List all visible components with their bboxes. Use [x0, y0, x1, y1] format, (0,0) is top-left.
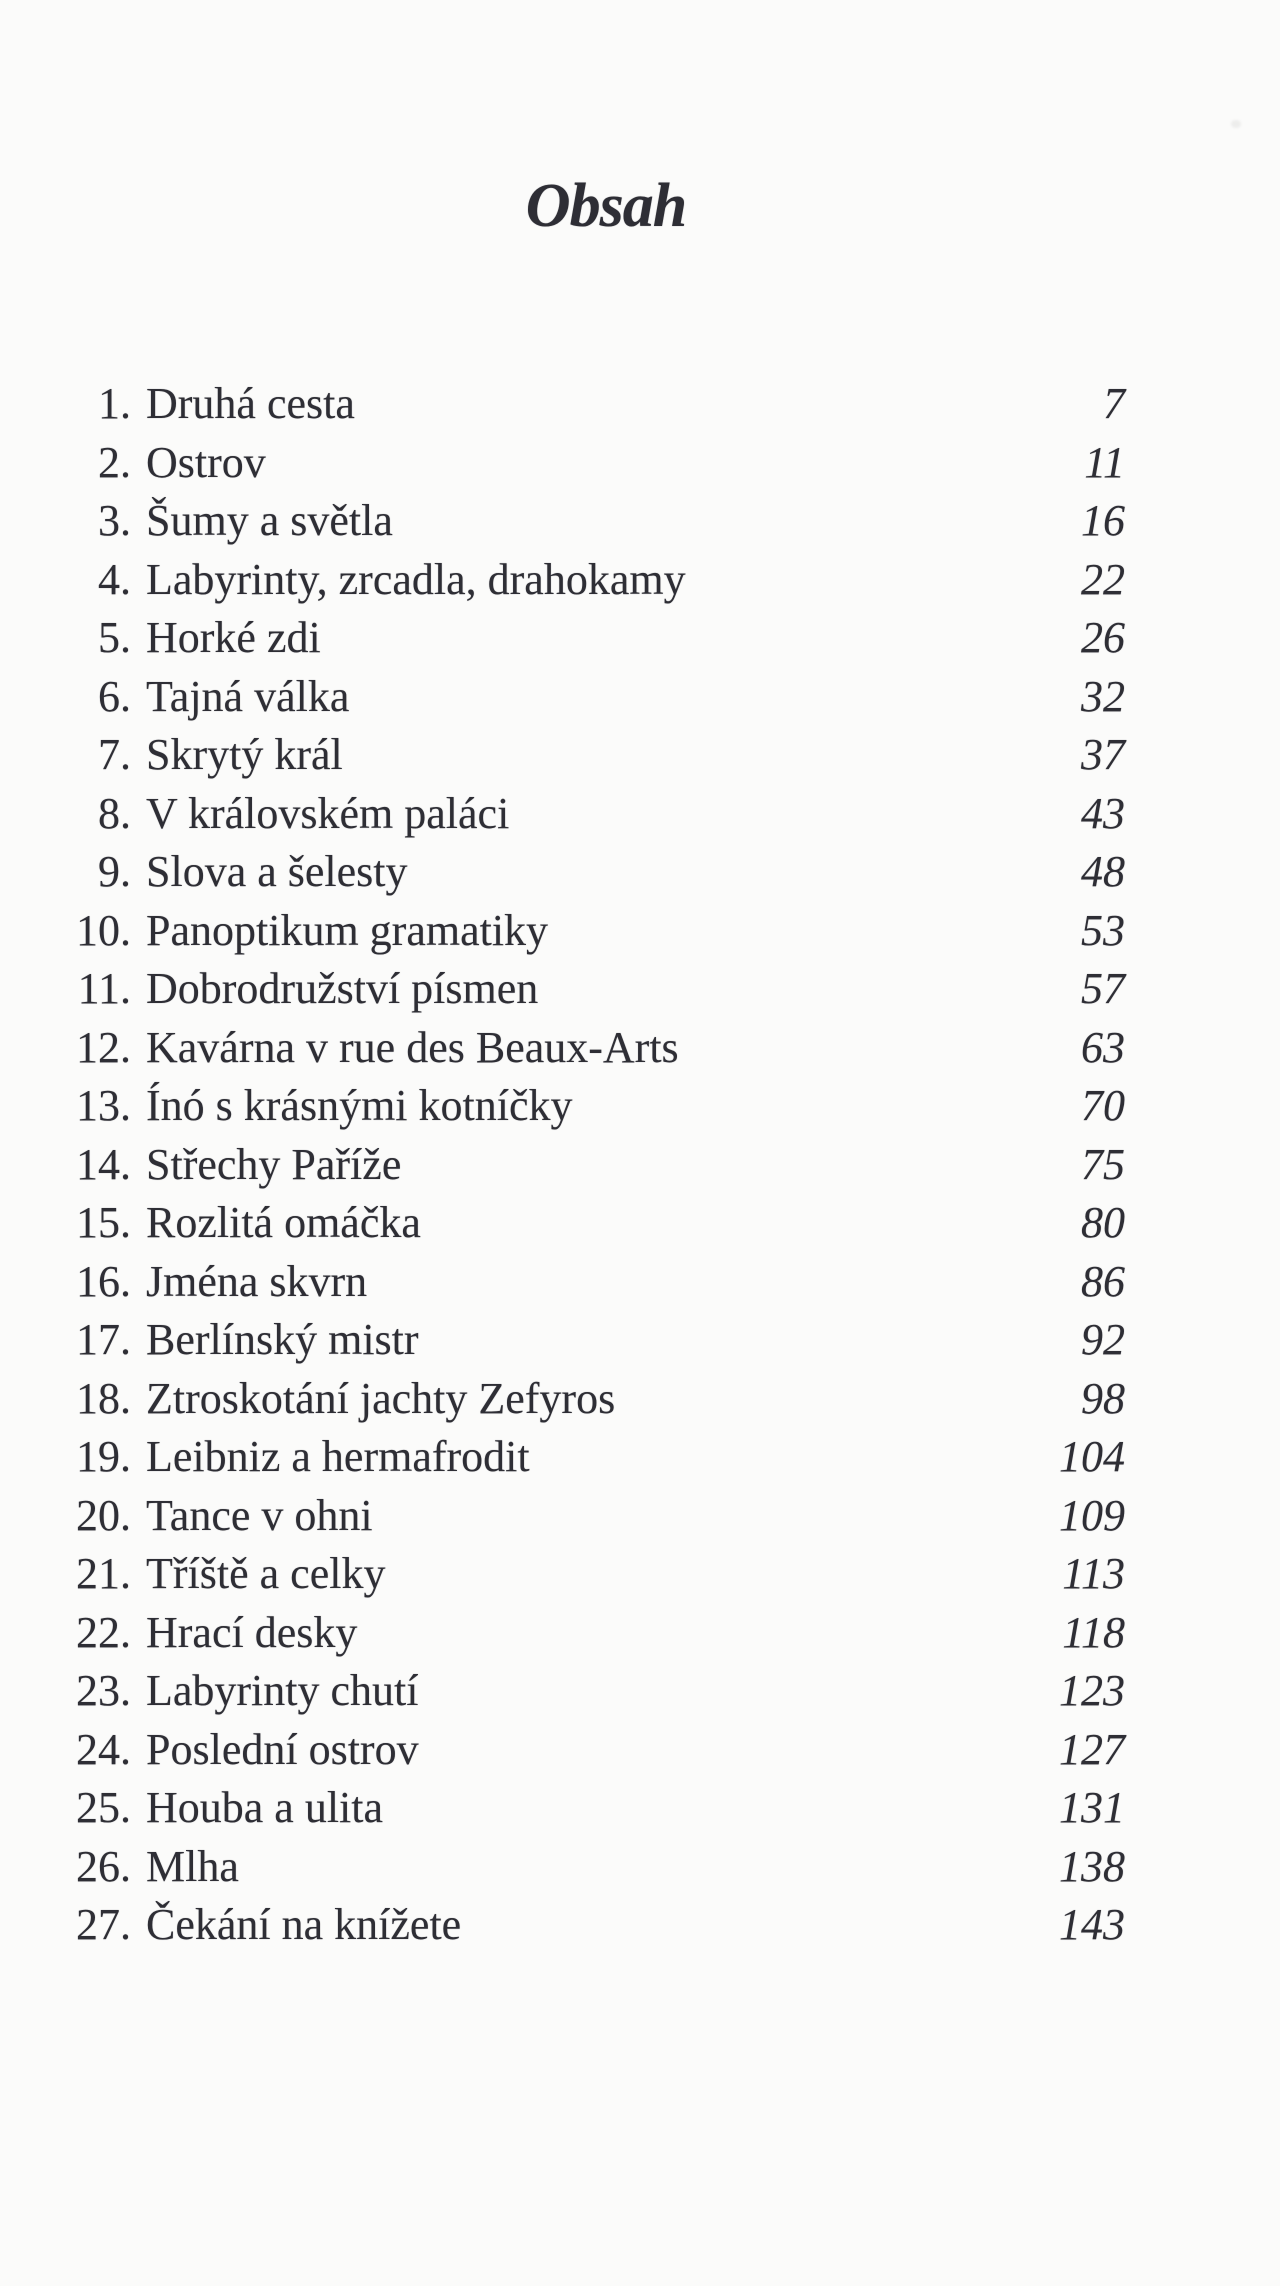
chapter-number: 13. [76, 1081, 131, 1130]
toc-row [0, 1077, 1280, 1136]
chapter-title: Labyrinty chutí [146, 1666, 419, 1715]
chapter-page-number: 53 [1081, 905, 1125, 955]
chapter-number: 14. [76, 1139, 131, 1189]
chapter-title: Druhá cesta [146, 379, 355, 428]
chapter-page-number: 138 [1059, 1841, 1125, 1891]
chapter-number: 26. [76, 1841, 131, 1891]
chapter-title: Tajná válka [146, 671, 350, 721]
toc-row [0, 726, 1280, 785]
toc-row [0, 1779, 1280, 1838]
toc-row [0, 1194, 1280, 1253]
chapter-title: Tříště a celky [146, 1549, 386, 1598]
toc-row [0, 1428, 1280, 1487]
chapter-page-number: 123 [1059, 1666, 1125, 1715]
toc-row [0, 375, 1280, 434]
chapter-page-number: 26 [1081, 613, 1125, 662]
chapter-number: 8. [98, 788, 131, 838]
toc-row [0, 843, 1280, 902]
chapter-number: 20. [76, 1490, 131, 1540]
chapter-page-number: 118 [1062, 1607, 1125, 1657]
chapter-title: Labyrinty, zrcadla, drahokamy [146, 554, 686, 604]
toc-row [0, 960, 1280, 1019]
toc-row [0, 1604, 1280, 1663]
chapter-page-number: 43 [1081, 788, 1125, 838]
chapter-number: 12. [76, 1022, 131, 1072]
chapter-number: 16. [76, 1256, 131, 1306]
chapter-title: Ostrov [146, 437, 266, 487]
chapter-title: Leibniz a hermafrodit [146, 1432, 530, 1481]
chapter-number: 9. [98, 847, 131, 896]
chapter-page-number: 22 [1081, 554, 1125, 604]
toc-list [0, 375, 1280, 1955]
chapter-title: Berlínský mistr [146, 1315, 419, 1364]
toc-row [0, 785, 1280, 844]
chapter-title: Horké zdi [146, 613, 321, 662]
chapter-page-number: 32 [1081, 671, 1125, 721]
chapter-page-number: 86 [1081, 1256, 1125, 1306]
toc-row [0, 1136, 1280, 1195]
chapter-title: Kavárna v rue des Beaux-Arts [146, 1022, 679, 1072]
chapter-number: 25. [76, 1783, 131, 1832]
chapter-page-number: 57 [1081, 964, 1125, 1013]
toc-row [0, 1545, 1280, 1604]
chapter-title: Skrytý král [146, 730, 343, 779]
chapter-title: Šumy a světla [146, 496, 393, 545]
chapter-number: 1. [98, 379, 131, 428]
chapter-title: Čekání na knížete [146, 1900, 462, 1949]
chapter-page-number: 113 [1062, 1549, 1125, 1598]
chapter-number: 23. [76, 1666, 131, 1715]
chapter-number: 24. [76, 1724, 131, 1774]
chapter-page-number: 63 [1081, 1022, 1125, 1072]
chapter-number: 21. [76, 1549, 131, 1598]
chapter-number: 7. [98, 730, 131, 779]
chapter-title: Poslední ostrov [146, 1724, 419, 1774]
chapter-page-number: 98 [1081, 1373, 1125, 1423]
chapter-title: Hrací desky [146, 1607, 358, 1657]
chapter-page-number: 127 [1059, 1724, 1125, 1774]
toc-row [0, 1253, 1280, 1312]
toc-row [0, 1662, 1280, 1721]
chapter-number: 15. [76, 1198, 131, 1247]
toc-row [0, 1721, 1280, 1780]
page-title: Obsah [525, 171, 687, 240]
chapter-number: 17. [76, 1315, 131, 1364]
chapter-number: 2. [98, 437, 131, 487]
chapter-number: 4. [98, 554, 131, 604]
toc-row [0, 551, 1280, 610]
chapter-number: 18. [76, 1373, 131, 1423]
toc-row [0, 492, 1280, 551]
chapter-number: 3. [98, 496, 131, 545]
chapter-page-number: 143 [1059, 1900, 1125, 1949]
chapter-page-number: 11 [1084, 437, 1125, 487]
chapter-page-number: 37 [1081, 730, 1125, 779]
chapter-page-number: 48 [1081, 847, 1125, 896]
toc-row [0, 902, 1280, 961]
scan-artifact [1231, 120, 1241, 128]
chapter-page-number: 109 [1059, 1490, 1125, 1540]
toc-row [0, 1311, 1280, 1370]
chapter-page-number: 131 [1059, 1783, 1125, 1832]
chapter-title: Houba a ulita [146, 1783, 384, 1832]
chapter-number: 22. [76, 1607, 131, 1657]
toc-row [0, 1838, 1280, 1897]
chapter-number: 6. [98, 671, 131, 721]
chapter-number: 19. [76, 1432, 131, 1481]
chapter-title: Dobrodružství písmen [146, 964, 539, 1013]
chapter-title: Mlha [146, 1841, 239, 1891]
toc-row [0, 609, 1280, 668]
chapter-page-number: 7 [1103, 379, 1125, 428]
chapter-title: Jména skvrn [146, 1256, 368, 1306]
chapter-title: Ínó s krásnými kotníčky [146, 1081, 573, 1130]
chapter-number: 5. [98, 613, 131, 662]
chapter-title: Střechy Paříže [146, 1139, 402, 1189]
chapter-title: V královském paláci [146, 788, 510, 838]
chapter-page-number: 80 [1081, 1198, 1125, 1247]
toc-row [0, 1370, 1280, 1429]
chapter-title: Slova a šelesty [146, 847, 408, 896]
chapter-number: 10. [76, 905, 131, 955]
chapter-title: Panoptikum gramatiky [146, 905, 549, 955]
chapter-number: 27. [76, 1900, 131, 1949]
chapter-page-number: 104 [1059, 1432, 1125, 1481]
chapter-page-number: 92 [1081, 1315, 1125, 1364]
chapter-page-number: 16 [1081, 496, 1125, 545]
chapter-title: Ztroskotání jachty Zefyros [146, 1373, 616, 1423]
toc-row [0, 434, 1280, 493]
toc-row [0, 1896, 1280, 1955]
toc-row [0, 668, 1280, 727]
chapter-page-number: 70 [1081, 1081, 1125, 1130]
toc-row [0, 1019, 1280, 1078]
chapter-title: Rozlitá omáčka [146, 1198, 421, 1247]
chapter-page-number: 75 [1081, 1139, 1125, 1189]
chapter-title: Tance v ohni [146, 1490, 373, 1540]
chapter-number: 11. [77, 964, 131, 1013]
toc-row [0, 1487, 1280, 1546]
